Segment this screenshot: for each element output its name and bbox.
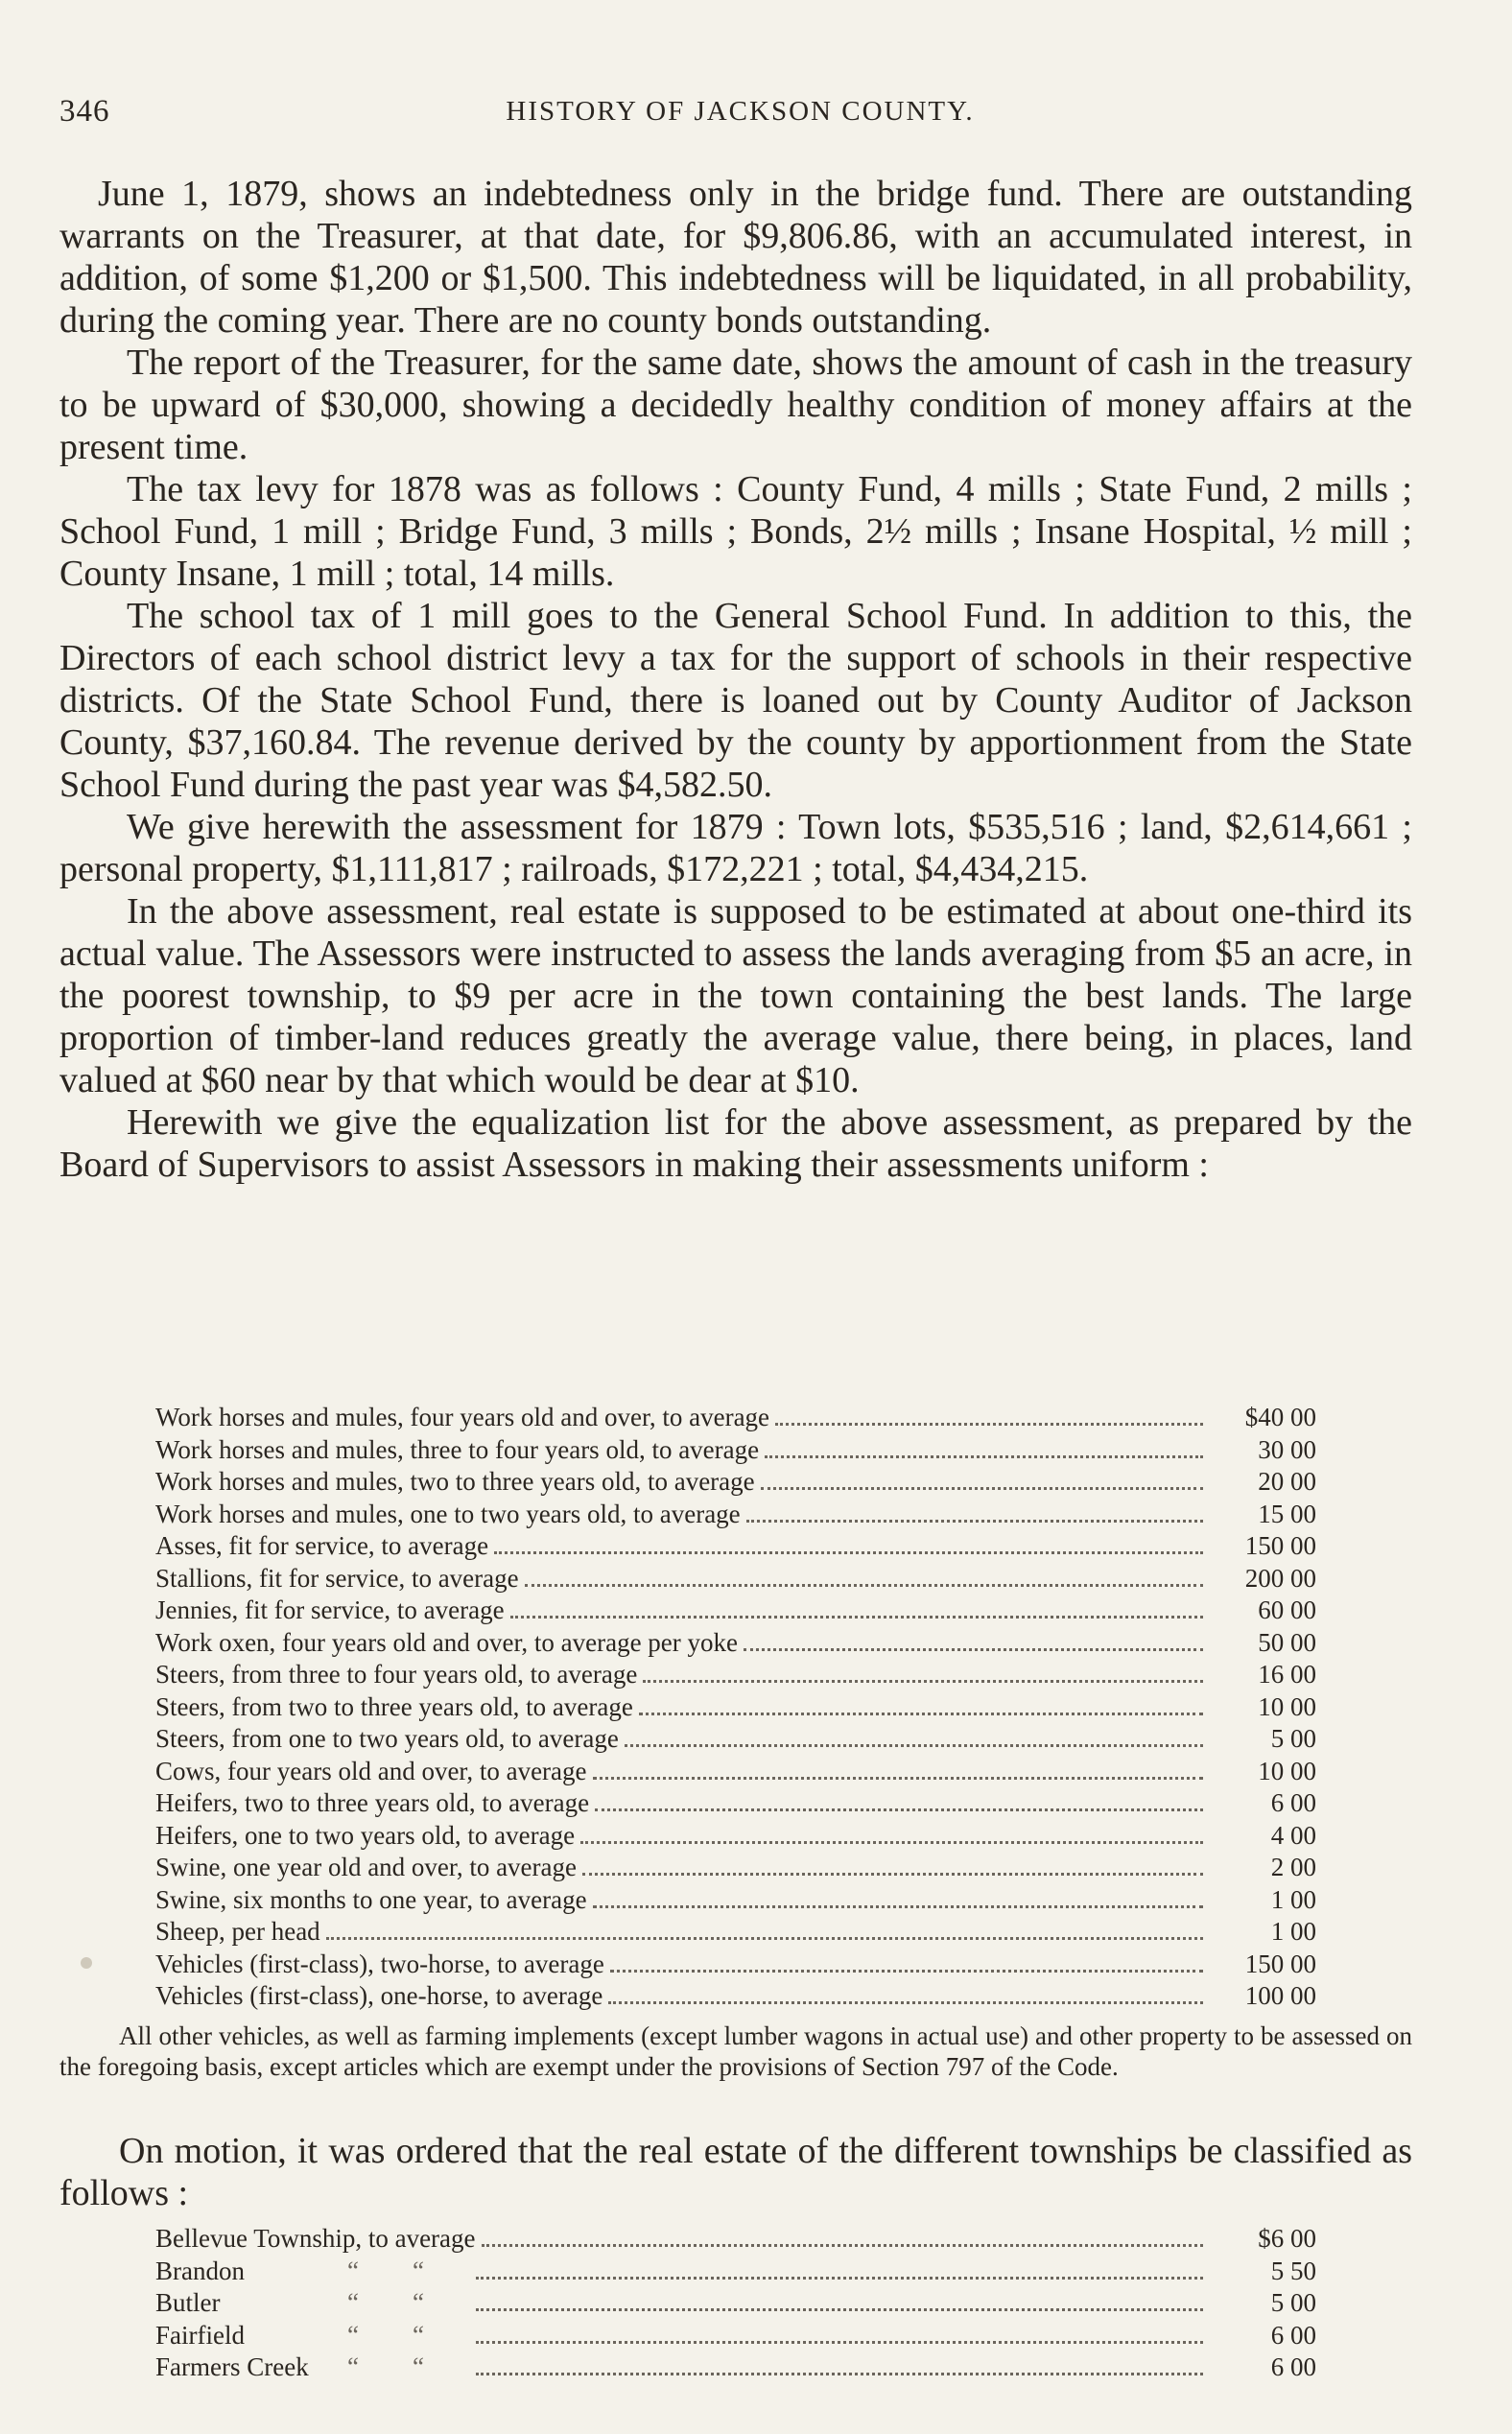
dot-leader: [639, 1713, 1203, 1715]
equalization-row: [155, 1564, 1316, 1596]
item-value: 60 00: [1258, 1595, 1316, 1624]
township-label: Bellevue Township, to average: [155, 2224, 476, 2253]
ditto-mark: “: [347, 2288, 359, 2317]
item-value: 150 00: [1244, 1531, 1316, 1560]
equalization-list: [155, 1403, 1316, 2014]
equalization-row: [155, 1950, 1316, 1982]
item-label: Work oxen, four years old and over, to average per yoke: [155, 1627, 739, 1657]
item-label: Asses, fit for service, to average: [155, 1531, 489, 1560]
ditto-mark: “: [347, 2352, 359, 2381]
item-label: Work horses and mules, four years old and over, to average: [155, 1403, 770, 1431]
item-label: Heifers, two to three years old, to average: [155, 1788, 590, 1817]
dot-leader: [476, 2373, 1203, 2375]
body-text: [59, 173, 1412, 1186]
item-label: Steers, from two to three years old, to average: [155, 1691, 633, 1721]
dot-leader: [476, 2308, 1203, 2311]
item-value: 16 00: [1258, 1660, 1316, 1689]
township-row: [155, 2321, 1316, 2353]
dot-leader: [525, 1584, 1203, 1587]
item-value: 6 00: [1270, 1788, 1316, 1817]
township-label: Fairfield: [155, 2320, 245, 2350]
item-value: $40 00: [1244, 1403, 1316, 1431]
page-number: 346: [59, 94, 110, 129]
paragraph: Herewith we give the equalization list for the above assessment, as prepared by the Board of Supervisors to assist Assessors in making their assessments uniform :: [59, 1102, 1412, 1185]
item-value: 50 00: [1258, 1627, 1316, 1657]
equalization-row: [155, 1853, 1316, 1885]
margin-bullet-icon: [81, 1957, 92, 1969]
item-value: 200 00: [1244, 1563, 1316, 1593]
item-label: Swine, six months to one year, to average: [155, 1884, 587, 1914]
running-head: [59, 94, 1421, 136]
motion-text: On motion, it was ordered that the real estate of the different townships be classified as follows :: [59, 2131, 1412, 2213]
dot-leader: [608, 2001, 1203, 2004]
ditto-mark: “: [413, 2352, 424, 2381]
item-label: Work horses and mules, three to four years old, to average: [155, 1434, 760, 1464]
dot-leader: [595, 1808, 1203, 1811]
item-label: Swine, one year old and over, to average: [155, 1853, 578, 1881]
dot-leader: [593, 1777, 1203, 1780]
equalization-row: [155, 1885, 1316, 1918]
dot-leader: [746, 1520, 1203, 1523]
township-classification-list: [155, 2224, 1316, 2385]
item-value: 30 00: [1258, 1434, 1316, 1464]
paragraph: The tax levy for 1878 was as follows : County Fund, 4 mills ; State Fund, 2 mills ; School Fund, 1 mill ; Bridge Fund, 3 mills ; Bonds, 2½ mills ; Insane Hospital, ½ mill ; County Insane, 1 mill ; total, 14 mills.: [59, 469, 1412, 594]
township-row: [155, 2257, 1316, 2289]
equalization-row: [155, 1628, 1316, 1661]
township-value: 5 50: [1270, 2256, 1316, 2285]
township-value: $6 00: [1258, 2224, 1316, 2253]
township-value: 5 00: [1270, 2288, 1316, 2317]
equalization-row: [155, 1757, 1316, 1789]
ditto-mark: “: [347, 2320, 359, 2350]
item-label: Jennies, fit for service, to average: [155, 1595, 505, 1624]
paragraph: In the above assessment, real estate is supposed to be estimated at about one-third its actual value. The Assessors were instructed to assess the lands averaging from $5 an acre, in the poorest township, to $9 per acre in the town containing the best lands. The large proportion of timber-land reduces greatly the average value, there being, in places, land valued at $60 near by that which would be dear at $10.: [59, 891, 1412, 1100]
dot-leader: [582, 1873, 1203, 1876]
paragraph: June 1, 1879, shows an indebtedness only in the bridge fund. There are outstanding warrants on the Treasurer, at that date, for $9,806.86, with an accumulated interest, in addition, of some $1,200 or $1,500. This indebtedness will be liquidated, in all probability, during the coming year. There are no county bonds outstanding.: [59, 174, 1412, 341]
dot-leader: [580, 1841, 1203, 1844]
equalization-row: [155, 1403, 1316, 1435]
item-label: Steers, from one to two years old, to average: [155, 1724, 619, 1753]
equalization-row: [155, 1788, 1316, 1821]
item-value: 10 00: [1258, 1756, 1316, 1785]
motion-paragraph: [59, 2130, 1412, 2214]
running-title: HISTORY OF JACKSON COUNTY.: [506, 96, 975, 127]
ditto-mark: “: [347, 2256, 359, 2285]
equalization-row: [155, 1821, 1316, 1854]
item-label: Heifers, one to two years old, to average: [155, 1820, 576, 1850]
township-row: [155, 2288, 1316, 2321]
paragraph: The school tax of 1 mill goes to the General School Fund. In addition to this, the Directors of each school district levy a tax for the support of schools in their respective districts. Of the State School Fund, there is loaned out by County Auditor of Jackson County, $37,160.84. The revenue derived by the county by apportionment from the State School Fund during the past year was $4,582.50.: [59, 596, 1412, 805]
equalization-row: [155, 1467, 1316, 1500]
dot-leader: [326, 1937, 1203, 1940]
equalization-row: [155, 1917, 1316, 1950]
item-value: 20 00: [1258, 1467, 1316, 1496]
item-label: Vehicles (first-class), one-horse, to average: [155, 1981, 603, 2010]
dot-leader: [482, 2244, 1203, 2247]
item-value: 4 00: [1270, 1820, 1316, 1850]
note-text: All other vehicles, as well as farming implements (except lumber wagons in actual use) and other property to be assessed on the foregoing basis, except articles which are exempt under the provisions of Section 797 of the Code.: [59, 2021, 1412, 2081]
township-label: Butler: [155, 2288, 221, 2317]
equalization-row: [155, 1531, 1316, 1564]
item-label: Sheep, per head: [155, 1917, 320, 1946]
item-value: 5 00: [1270, 1724, 1316, 1753]
township-row: [155, 2224, 1316, 2257]
equalization-row: [155, 1981, 1316, 2014]
dot-leader: [510, 1616, 1203, 1619]
item-value: 2 00: [1270, 1853, 1316, 1881]
equalization-row: [155, 1500, 1316, 1532]
item-label: Steers, from three to four years old, to average: [155, 1660, 638, 1689]
dot-leader: [744, 1648, 1203, 1651]
equalization-row: [155, 1692, 1316, 1725]
item-value: 15 00: [1258, 1499, 1316, 1528]
item-label: Stallions, fit for service, to average: [155, 1563, 519, 1593]
ditto-mark: “: [413, 2256, 424, 2285]
township-value: 6 00: [1270, 2352, 1316, 2381]
paragraph: The report of the Treasurer, for the same date, shows the amount of cash in the treasury to be upward of $30,000, showing a decidedly healthy condition of money affairs at the present time.: [59, 343, 1412, 467]
ditto-mark: “: [413, 2288, 424, 2317]
equalization-row: [155, 1660, 1316, 1692]
item-label: Cows, four years old and over, to average: [155, 1756, 587, 1785]
township-label: Brandon: [155, 2256, 245, 2285]
township-row: [155, 2352, 1316, 2385]
paragraph: We give herewith the assessment for 1879 : Town lots, $535,516 ; land, $2,614,661 ; personal property, $1,111,817 ; railroads, $172,221 ; total, $4,434,215.: [59, 807, 1412, 889]
township-label: Farmers Creek: [155, 2352, 309, 2381]
ditto-mark: “: [413, 2320, 424, 2350]
item-label: Vehicles (first-class), two-horse, to average: [155, 1949, 604, 1978]
dot-leader: [610, 1970, 1203, 1973]
item-value: 1 00: [1270, 1884, 1316, 1914]
equalization-row: [155, 1435, 1316, 1468]
dot-leader: [775, 1423, 1203, 1426]
dot-leader: [643, 1680, 1203, 1683]
equalization-row: [155, 1724, 1316, 1757]
item-label: Work horses and mules, two to three years old, to average: [155, 1467, 755, 1496]
item-value: 100 00: [1244, 1981, 1316, 2010]
township-value: 6 00: [1270, 2320, 1316, 2350]
dot-leader: [765, 1455, 1203, 1458]
item-value: 10 00: [1258, 1691, 1316, 1721]
dot-leader: [593, 1905, 1203, 1908]
equalization-row: [155, 1595, 1316, 1628]
item-label: Work horses and mules, one to two years old, to average: [155, 1499, 741, 1528]
item-value: 150 00: [1244, 1949, 1316, 1978]
dot-leader: [761, 1487, 1203, 1490]
footnote-other-vehicles: [59, 2020, 1412, 2082]
dot-leader: [476, 2277, 1203, 2280]
dot-leader: [625, 1744, 1203, 1747]
dot-leader: [494, 1551, 1203, 1554]
item-value: 1 00: [1270, 1917, 1316, 1946]
dot-leader: [476, 2341, 1203, 2344]
